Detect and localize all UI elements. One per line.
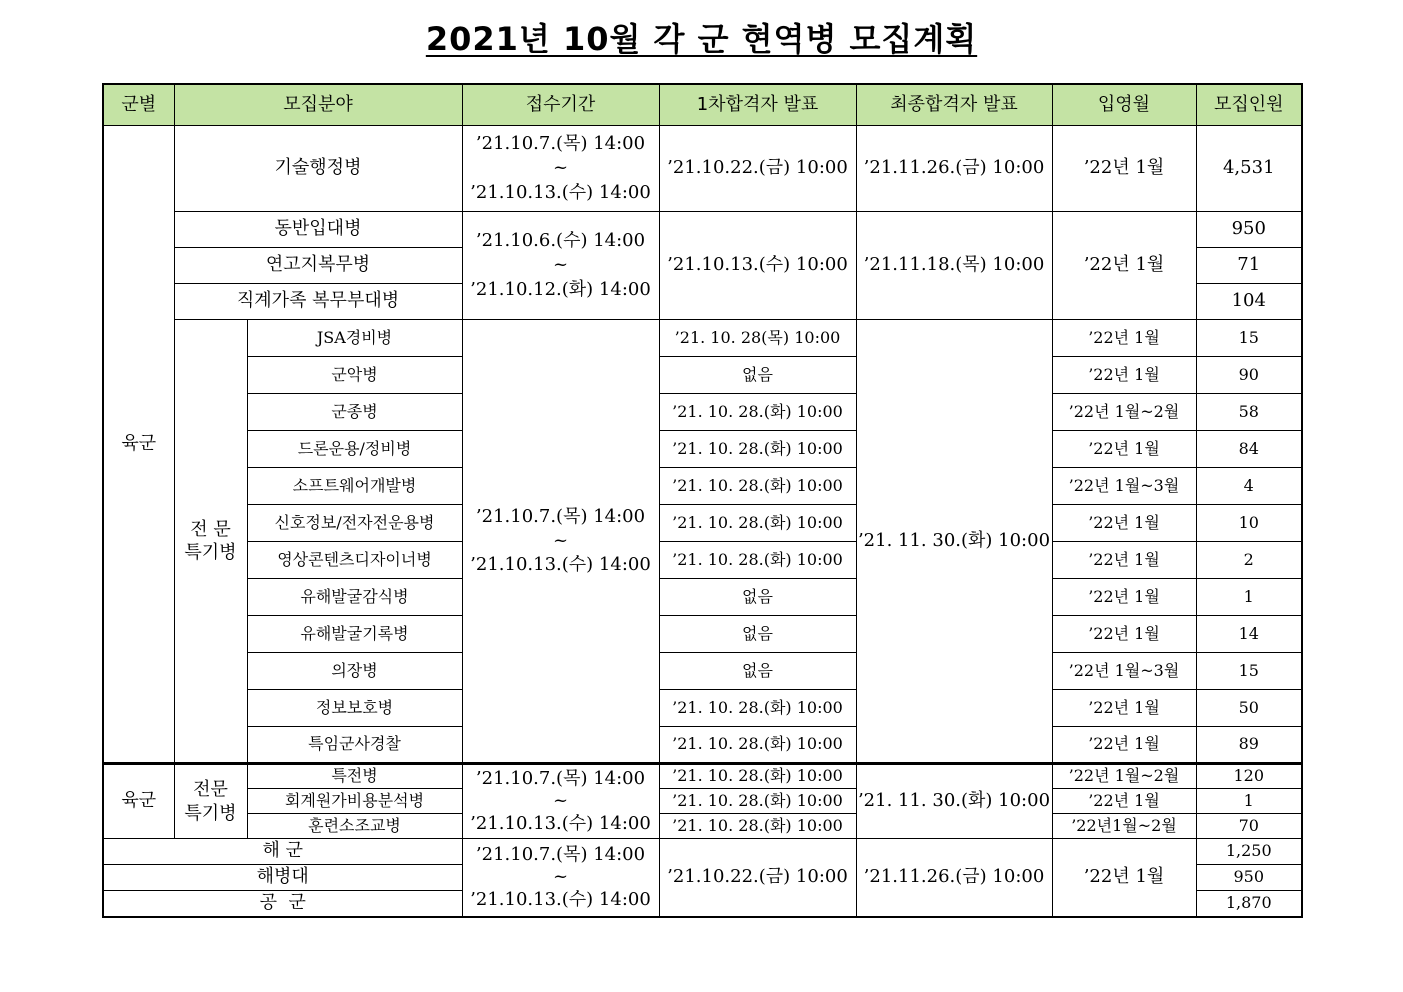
first-announce-cell: 없음	[659, 616, 856, 653]
first-announce-cell: ’21.10.22.(금) 10:00	[659, 126, 856, 212]
field-cell: 드론운용/정비병	[247, 431, 462, 468]
count-cell: 1,250	[1196, 839, 1302, 865]
header-row	[103, 84, 1302, 126]
enlist-month-cell: ’22년 1월~3월	[1052, 468, 1196, 505]
table-row	[103, 653, 1302, 690]
count-cell: 70	[1196, 814, 1302, 839]
table-row	[103, 839, 1302, 865]
field-cell: 소프트웨어개발병	[247, 468, 462, 505]
first-announce-cell: ’21. 10. 28.(화) 10:00	[659, 727, 856, 764]
enlist-month-cell: ’22년 1월	[1052, 126, 1196, 212]
header-enlist-month: 입영월	[1052, 84, 1196, 126]
count-cell: 1,870	[1196, 891, 1302, 917]
field-cell: 직계가족 복무부대병	[174, 284, 462, 320]
enlist-month-cell: ’22년 1월	[1052, 542, 1196, 579]
first-announce-cell: ’21. 10. 28.(화) 10:00	[659, 394, 856, 431]
field-cell: 의장병	[247, 653, 462, 690]
count-cell: 15	[1196, 320, 1302, 357]
header-count: 모집인원	[1196, 84, 1302, 126]
count-cell: 120	[1196, 764, 1302, 789]
count-cell: 89	[1196, 727, 1302, 764]
first-announce-cell: ’21. 10. 28(목) 10:00	[659, 320, 856, 357]
field-cell: 군종병	[247, 394, 462, 431]
count-cell: 2	[1196, 542, 1302, 579]
final-announce-cell: ’21. 11. 30.(화) 10:00	[856, 320, 1052, 764]
count-cell: 950	[1196, 865, 1302, 891]
table-row	[103, 814, 1302, 839]
branch-army: 육군	[103, 126, 174, 764]
enlist-month-cell: ’22년 1월	[1052, 431, 1196, 468]
final-announce-cell: ’21.11.18.(목) 10:00	[856, 212, 1052, 320]
page-title: 2021년 10월 각 군 현역병 모집계획	[425, 20, 978, 58]
table-row	[103, 690, 1302, 727]
period-cell: ’21.10.7.(목) 14:00 ~ ’21.10.13.(수) 14:00	[462, 839, 659, 917]
field-cell: 회계원가비용분석병	[247, 789, 462, 814]
branch-army-2: 육군	[103, 764, 174, 839]
field-cell: 유해발굴감식병	[247, 579, 462, 616]
table-row	[103, 320, 1302, 357]
first-announce-cell: 없음	[659, 357, 856, 394]
branch-marines: 해병대	[103, 865, 462, 891]
final-announce-cell: ’21.11.26.(금) 10:00	[856, 126, 1052, 212]
table-row	[103, 468, 1302, 505]
field-cell: 연고지복무병	[174, 248, 462, 284]
enlist-month-cell: ’22년 1월~2월	[1052, 764, 1196, 789]
enlist-month-cell: ’22년 1월	[1052, 789, 1196, 814]
header-period: 접수기간	[462, 84, 659, 126]
enlist-month-cell: ’22년 1월	[1052, 579, 1196, 616]
table-row	[103, 616, 1302, 653]
field-cell: 기술행정병	[174, 126, 462, 212]
field-cell: 동반입대병	[174, 212, 462, 248]
first-announce-cell: ’21. 10. 28.(화) 10:00	[659, 468, 856, 505]
enlist-month-cell: ’22년 1월	[1052, 616, 1196, 653]
field-cell: JSA경비병	[247, 320, 462, 357]
table-row	[103, 126, 1302, 212]
count-cell: 14	[1196, 616, 1302, 653]
table-row	[103, 431, 1302, 468]
table-row	[103, 579, 1302, 616]
enlist-month-cell: ’22년 1월	[1052, 320, 1196, 357]
first-announce-cell: ’21. 10. 28.(화) 10:00	[659, 814, 856, 839]
count-cell: 104	[1196, 284, 1302, 320]
field-cell: 특임군사경찰	[247, 727, 462, 764]
table-row	[103, 727, 1302, 764]
first-announce-cell: 없음	[659, 653, 856, 690]
enlist-month-cell: ’22년 1월~3월	[1052, 653, 1196, 690]
count-cell: 950	[1196, 212, 1302, 248]
final-announce-cell: ’21. 11. 30.(화) 10:00	[856, 764, 1052, 839]
header-final-announce: 최종합격자 발표	[856, 84, 1052, 126]
count-cell: 84	[1196, 431, 1302, 468]
table-row	[103, 212, 1302, 248]
first-announce-cell: 없음	[659, 579, 856, 616]
enlist-month-cell: ’22년 1월	[1052, 212, 1196, 320]
first-announce-cell: ’21. 10. 28.(화) 10:00	[659, 542, 856, 579]
field-cell: 군악병	[247, 357, 462, 394]
table-row	[103, 789, 1302, 814]
count-cell: 1	[1196, 789, 1302, 814]
field-cell: 정보보호병	[247, 690, 462, 727]
count-cell: 50	[1196, 690, 1302, 727]
first-announce-cell: ’21. 10. 28.(화) 10:00	[659, 505, 856, 542]
branch-airforce: 공 군	[103, 891, 462, 917]
header-first-announce: 1차합격자 발표	[659, 84, 856, 126]
first-announce-cell: ’21. 10. 28.(화) 10:00	[659, 690, 856, 727]
table-row	[103, 542, 1302, 579]
branch-navy: 해 군	[103, 839, 462, 865]
table-row	[103, 764, 1302, 789]
recruitment-table	[102, 83, 1303, 918]
period-cell: ’21.10.7.(목) 14:00 ~ ’21.10.13.(수) 14:00	[462, 126, 659, 212]
enlist-month-cell: ’22년 1월	[1052, 690, 1196, 727]
field-cell: 영상콘텐츠디자이너병	[247, 542, 462, 579]
table-row	[103, 394, 1302, 431]
enlist-month-cell: ’22년 1월~2월	[1052, 394, 1196, 431]
enlist-month-cell: ’22년1월~2월	[1052, 814, 1196, 839]
field-cell: 특전병	[247, 764, 462, 789]
first-announce-cell: ’21. 10. 28.(화) 10:00	[659, 764, 856, 789]
enlist-month-cell: ’22년 1월	[1052, 839, 1196, 917]
count-cell: 71	[1196, 248, 1302, 284]
count-cell: 4	[1196, 468, 1302, 505]
specialist-label-2: 전문 특기병	[174, 764, 247, 839]
first-announce-cell: ’21. 10. 28.(화) 10:00	[659, 431, 856, 468]
field-cell: 유해발굴기록병	[247, 616, 462, 653]
period-cell: ’21.10.7.(목) 14:00 ~ ’21.10.13.(수) 14:00	[462, 764, 659, 839]
enlist-month-cell: ’22년 1월	[1052, 505, 1196, 542]
count-cell: 4,531	[1196, 126, 1302, 212]
period-cell: ’21.10.7.(목) 14:00 ~ ’21.10.13.(수) 14:00	[462, 320, 659, 764]
count-cell: 58	[1196, 394, 1302, 431]
specialist-label: 전 문 특기병	[174, 320, 247, 764]
field-cell: 훈련소조교병	[247, 814, 462, 839]
period-cell: ’21.10.6.(수) 14:00 ~ ’21.10.12.(화) 14:00	[462, 212, 659, 320]
first-announce-cell: ’21.10.13.(수) 10:00	[659, 212, 856, 320]
enlist-month-cell: ’22년 1월	[1052, 357, 1196, 394]
first-announce-cell: ’21. 10. 28.(화) 10:00	[659, 789, 856, 814]
enlist-month-cell: ’22년 1월	[1052, 727, 1196, 764]
count-cell: 15	[1196, 653, 1302, 690]
field-cell: 신호정보/전자전운용병	[247, 505, 462, 542]
final-announce-cell: ’21.11.26.(금) 10:00	[856, 839, 1052, 917]
header-field: 모집분야	[174, 84, 462, 126]
count-cell: 1	[1196, 579, 1302, 616]
table-row	[103, 505, 1302, 542]
first-announce-cell: ’21.10.22.(금) 10:00	[659, 839, 856, 917]
table-row	[103, 357, 1302, 394]
header-branch: 군별	[103, 84, 174, 126]
count-cell: 10	[1196, 505, 1302, 542]
count-cell: 90	[1196, 357, 1302, 394]
